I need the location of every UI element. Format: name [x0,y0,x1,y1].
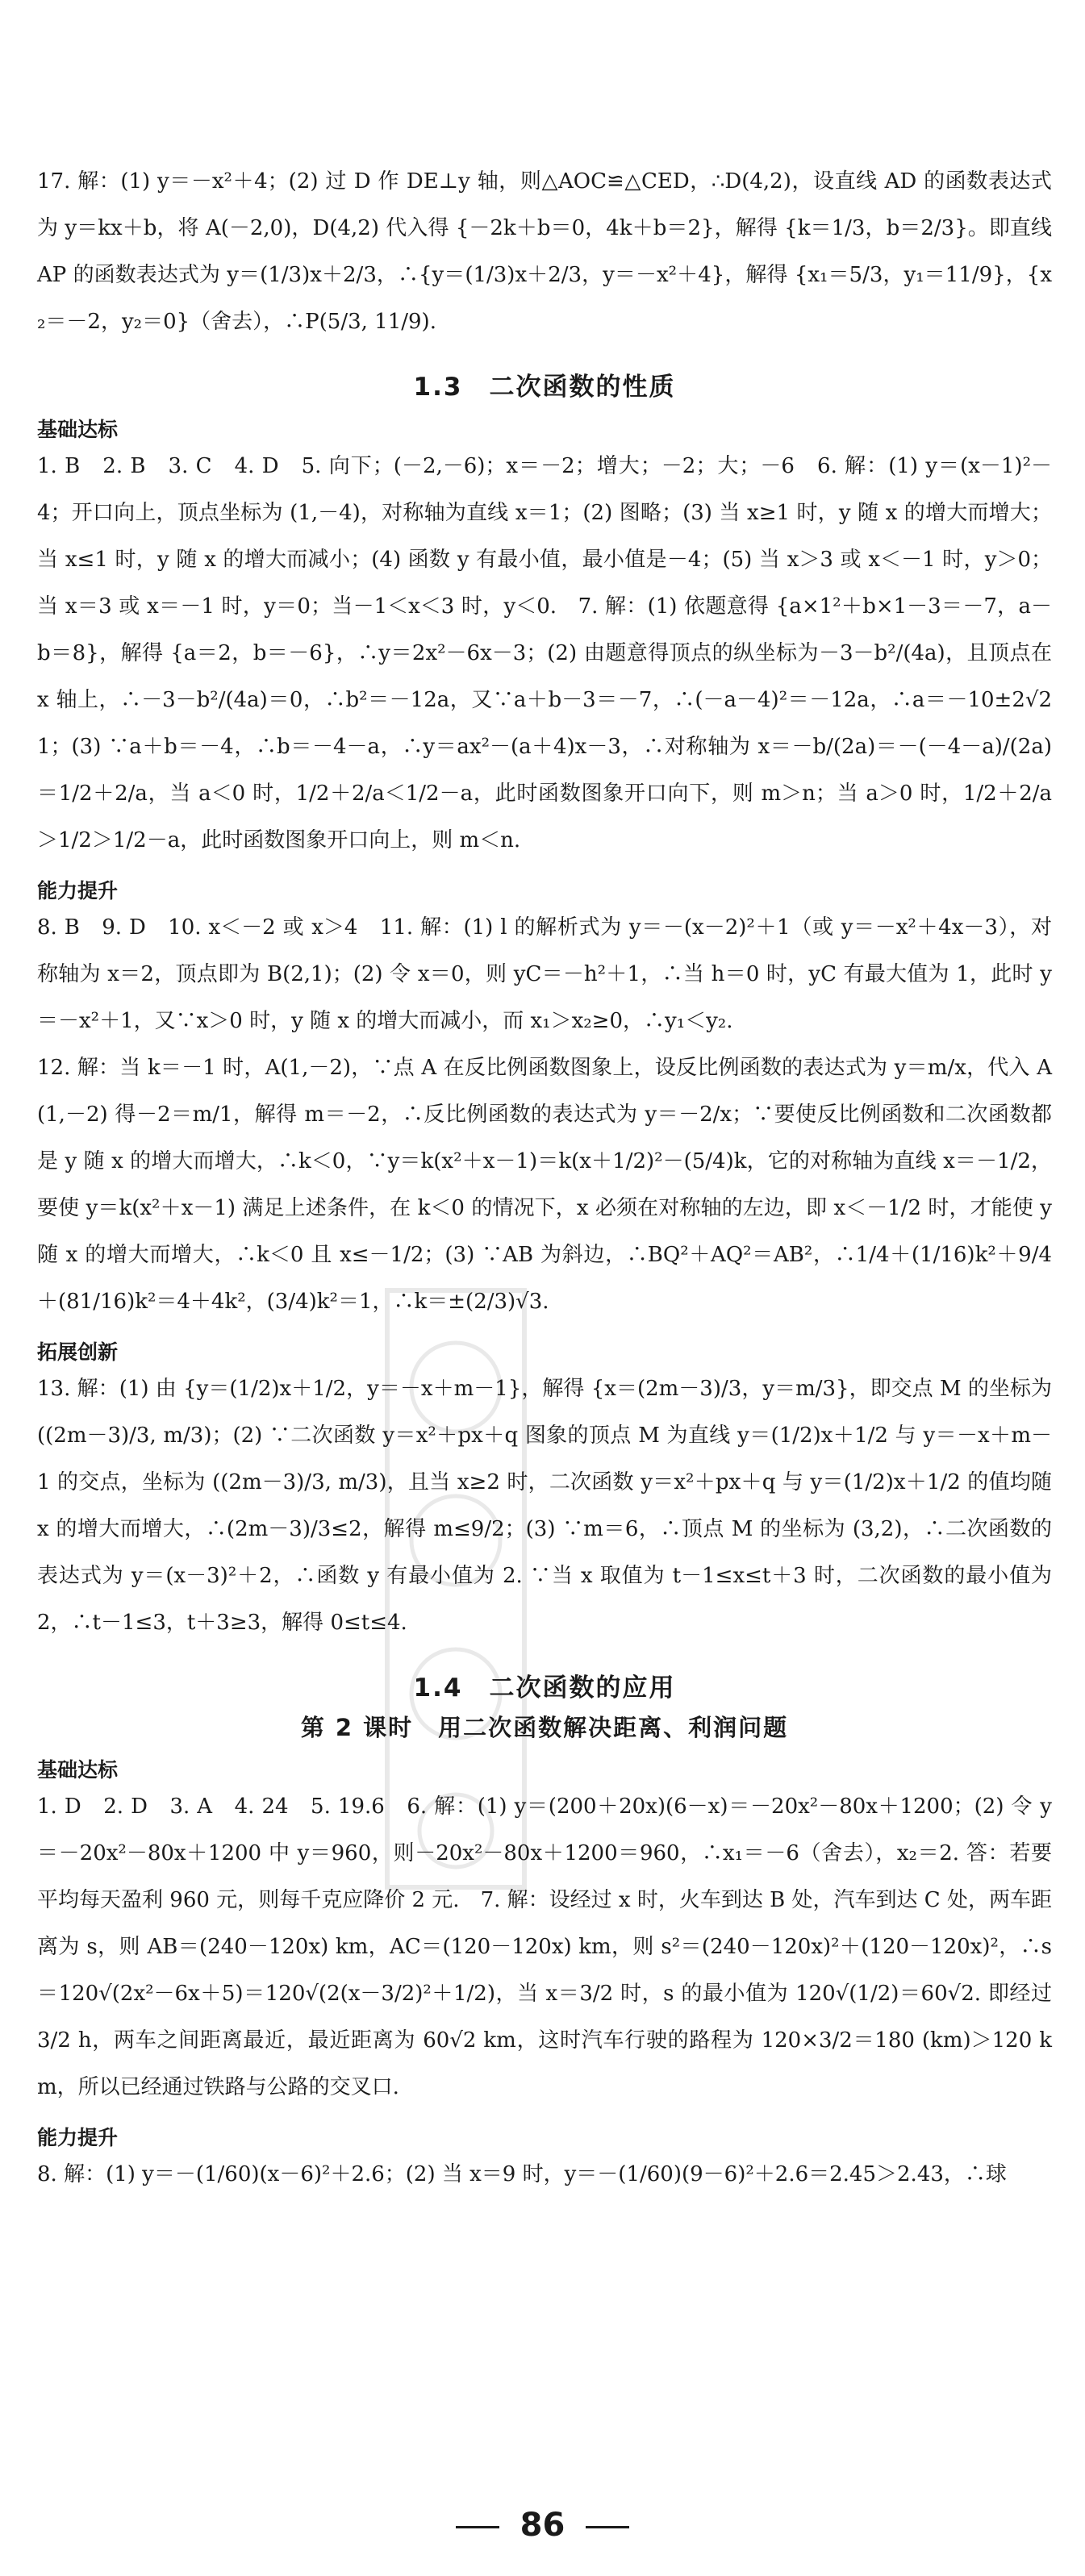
ability-answers-1-3: 8. B 9. D 10. x＜－2 或 x＞4 11. 解：(1) l 的解析式为 y＝－(x－2)²＋1（或 y＝－x²＋4x－3），对称轴为 x＝2，顶点即为 B(2,1)；(2) 令 x＝0，则 yC＝－h²＋1，∴当 h＝0 时，yC 有最大值为 1，此时 y＝－x²＋1，又∵x＞0 时，y 随 x 的增大而减小，而 x₁＞x₂≥0，∴y₁＜y₂. [37,915,1052,1033]
section-title-1-3: 1.3 二次函数的性质 [413,373,676,402]
footer-dash-right [586,2526,629,2528]
page-number: 86 [520,2507,565,2544]
label-ability-1-4: 能力提升 [37,2126,119,2149]
page-number-footer [0,2507,1085,2544]
label-basic-1-4: 基础达标 [37,1758,119,1782]
ability-answers-1-4: 8. 解：(1) y＝－(1/60)(x－6)²＋2.6；(2) 当 x＝9 时，y＝－(1/60)(9－6)²＋2.6＝2.45＞2.43，∴球 [37,2162,1007,2186]
basic-answers-1-3: 1. B 2. B 3. C 4. D 5. 向下；(－2,－6)；x＝－2；增大；－2；大；－6 6. 解：(1) y＝(x－1)²－4；开口向上，顶点坐标为 (1,－4)，对称轴为直线 x＝1；(2) 图略；(3) 当 x≥1 时，y 随 x 的增大而增大；当 x≤1 时，y 随 x 的增大而减小；(4) 函数 y 有最小值，最小值是－4；(5) 当 x＞3 或 x＜－1 时，y＞0；当 x＝3 或 x＝－1 时，y＝0；当－1＜x＜3 时，y＜0. 7. 解：(1) 依题意得 {a×1²＋b×1－3＝－7，a－b＝8}，解得 {a＝2，b＝－6}，∴y＝2x²－6x－3；(2) 由题意得顶点的纵坐标为－3－b²/(4a)，且顶点在 x 轴上，∴－3－b²/(4a)＝0，∴b²＝－12a，又∵a＋b－3＝－7，∴(－a－4)²＝－12a，∴a＝－10±2√21；(3) ∵a＋b＝－4，∴b＝－4－a，∴y＝ax²－(a＋4)x－3，∴对称轴为 x＝－b/(2a)＝－(－4－a)/(2a)＝1/2＋2/a，当 a＜0 时，1/2＋2/a＜1/2－a，此时函数图象开口向下，则 m＞n；当 a＞0 时，1/2＋2/a＞1/2＞1/2－a，此时函数图象开口向上，则 m＜n. [37,454,1053,852]
lesson-title-1-4: 第 2 课时 用二次函数解决距离、利润问题 [300,1714,789,1741]
question-17: 17. 解：(1) y＝－x²＋4；(2) 过 D 作 DE⊥y 轴，则△AOC≌△CED，∴D(4,2)，设直线 AD 的函数表达式为 y＝kx＋b，将 A(－2,0)，D(4,2) 代入得 {－2k＋b＝0，4k＋b＝2}，解得 {k＝1/3，b＝2/3}。即直线 AP 的函数表达式为 y＝(1/3)x＋2/3，∴{y＝(1/3)x＋2/3，y＝－x²＋4}，解得 {x₁＝5/3，y₁＝11/9}，{x₂＝－2，y₂＝0}（舍去），∴P(5/3, 11/9). [37,169,1052,334]
label-extension-1-3: 拓展创新 [37,1340,119,1364]
footer-dash-left [456,2526,499,2528]
question-12: 12. 解：当 k＝－1 时，A(1,－2)，∵点 A 在反比例函数图象上，设反比例函数的表达式为 y＝m/x，代入 A(1,－2) 得－2＝m/1，解得 m＝－2，∴反比例函数的表达式为 y＝－2/x；∵要使反比例函数和二次函数都是 y 随 x 的增大而增大，∴k＜0，∵y＝k(x²＋x－1)＝k(x＋1/2)²－(5/4)k，它的对称轴为直线 x＝－1/2，要使 y＝k(x²＋x－1) 满足上述条件，在 k＜0 的情况下，x 必须在对称轴的左边，即 x＜－1/2 时，才能使 y 随 x 的增大而增大，∴k＜0 且 x≤－1/2；(3) ∵AB 为斜边，∴BQ²＋AQ²＝AB²，∴1/4＋(1/16)k²＋9/4＋(81/16)k²＝4＋4k²，(3/4)k²＝1，∴k＝±(2/3)√3. [37,1056,1052,1314]
label-ability-1-3: 能力提升 [37,879,119,902]
extension-answers-1-3: 13. 解：(1) 由 {y＝(1/2)x＋1/2，y＝－x＋m－1}，解得 {x＝(2m－3)/3，y＝m/3}，即交点 M 的坐标为 ((2m－3)/3, m/3)；(2) ∵二次函数 y＝x²＋px＋q 图象的顶点 M 为直线 y＝(1/2)x＋1/2 与 y＝－x＋m－1 的交点，坐标为 ((2m－3)/3, m/3)，且当 x≥2 时，二次函数 y＝x²＋px＋q 与 y＝(1/2)x＋1/2 的值均随 x 的增大而增大，∴(2m－3)/3≤2，解得 m≤9/2；(3) ∵m＝6，∴顶点 M 的坐标为 (3,2)，∴二次函数的表达式为 y＝(x－3)²＋2，∴函数 y 有最小值为 2. ∵当 x 取值为 t－1≤x≤t＋3 时，二次函数的最小值为 2，∴t－1≤3，t＋3≥3，解得 0≤t≤4. [37,1377,1052,1635]
label-basic-1-3: 基础达标 [37,418,119,441]
content-body [37,158,1052,2198]
section-title-1-4: 1.4 二次函数的应用 [413,1674,676,1703]
basic-answers-1-4: 1. D 2. D 3. A 4. 24 5. 19.6 6. 解：(1) y＝(200＋20x)(6－x)＝－20x²－80x＋1200；(2) 令 y＝－20x²－80x＋1200 中 y＝960，则－20x²－80x＋1200＝960，∴x₁＝－6（舍去），x₂＝2. 答：若要平均每天盈利 960 元，则每千克应降价 2 元. 7. 解：设经过 x 时，火车到达 B 处，汽车到达 C 处，两车距离为 s，则 AB＝(240－120x) km，AC＝(120－120x) km，则 s²＝(240－120x)²＋(120－120x)²，∴s＝120√(2x²－6x＋5)＝120√(2(x－3/2)²＋1/2)，当 x＝3/2 时，s 的最小值为 120√(1/2)＝60√2. 即经过 3/2 h，两车之间距离最近，最近距离为 60√2 km，这时汽车行驶的路程为 120×3/2＝180 (km)＞120 km，所以已经通过铁路与公路的交叉口. [37,1794,1052,2099]
